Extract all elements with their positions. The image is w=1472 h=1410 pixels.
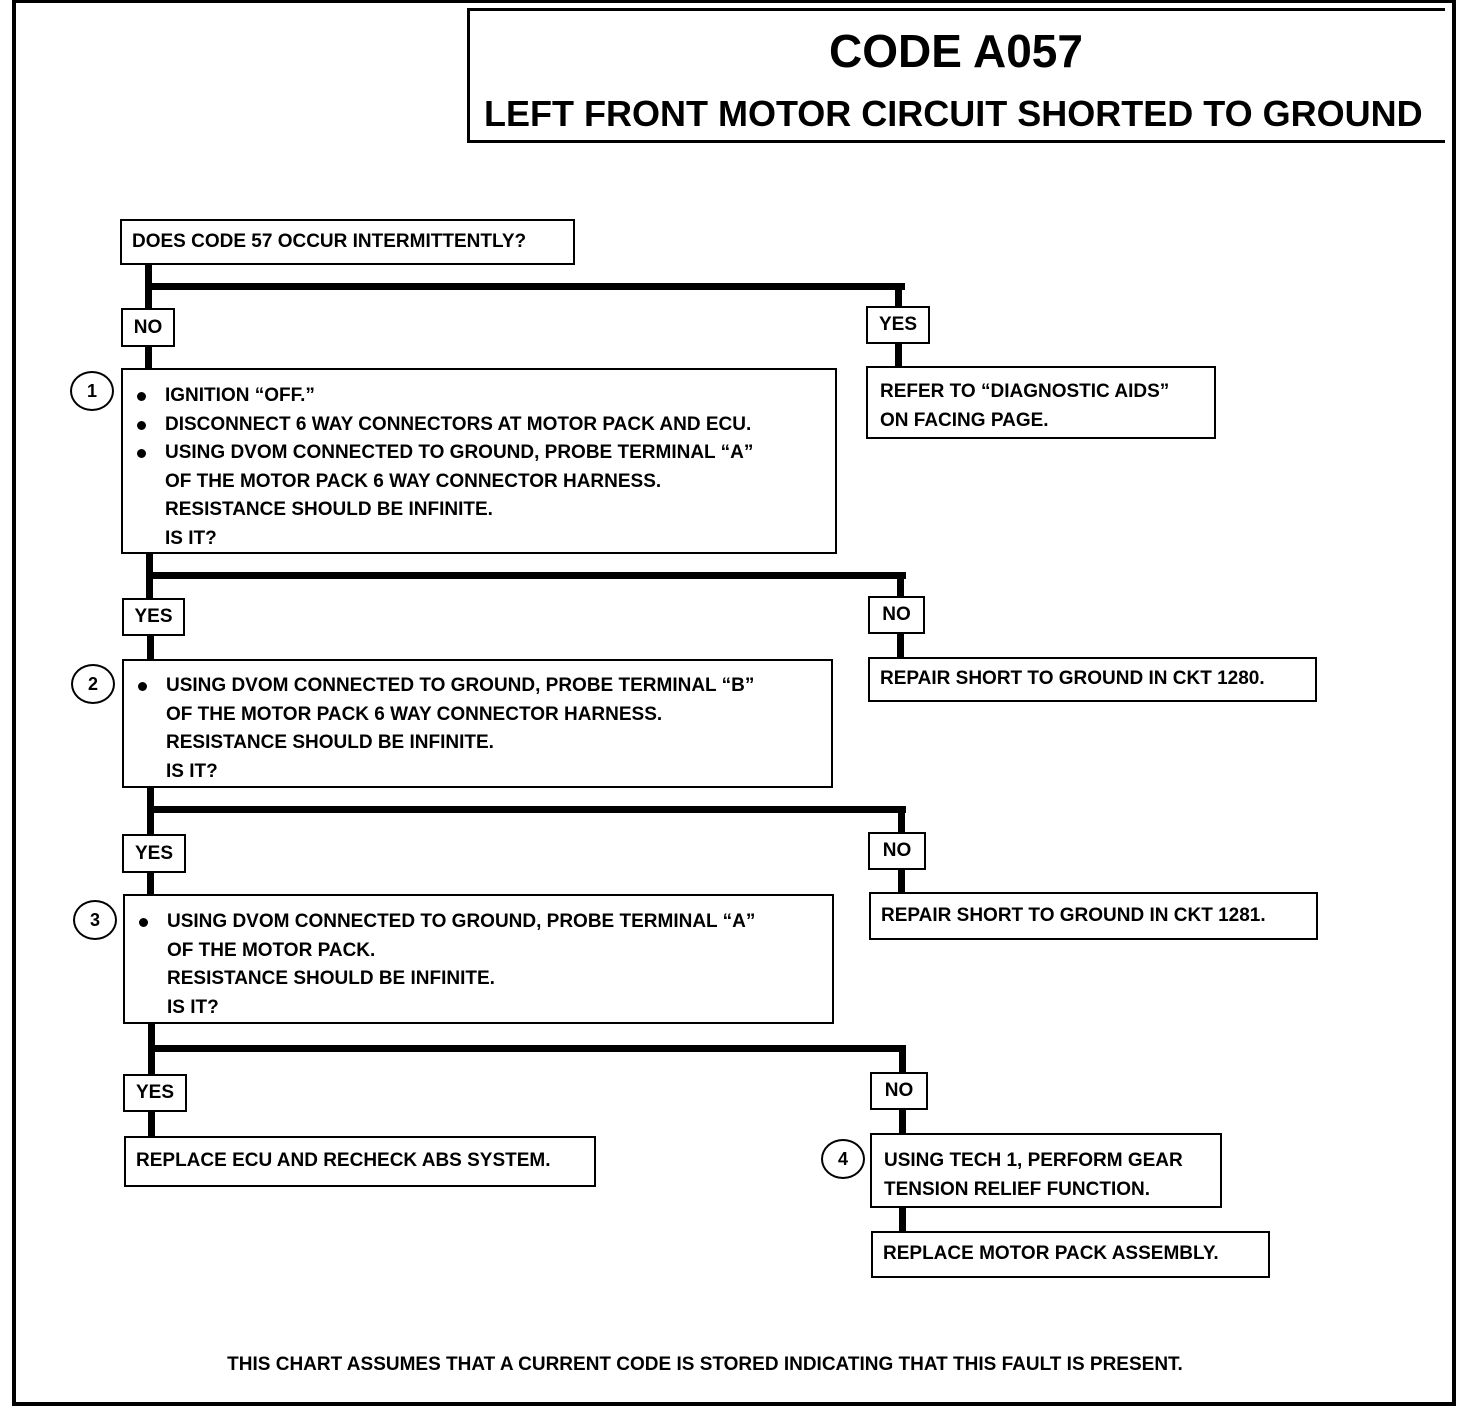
step3-box xyxy=(123,894,834,1024)
replace-motor-pack-text: REPLACE MOTOR PACK ASSEMBLY. xyxy=(883,1243,1219,1265)
start-question-box xyxy=(120,219,575,265)
diagnostic-aids-line: REFER TO “DIAGNOSTIC AIDS” xyxy=(880,381,1170,402)
replace-ecu-text: REPLACE ECU AND RECHECK ABS SYSTEM. xyxy=(136,1150,551,1172)
connector-line xyxy=(899,1045,906,1075)
step3-line: IS IT? xyxy=(167,996,219,1018)
diagnostic-aids-box xyxy=(866,366,1216,439)
step3-number-badge: 3 xyxy=(73,900,117,940)
connector-line xyxy=(895,342,902,368)
step1-bullet: DISCONNECT 6 WAY CONNECTORS AT MOTOR PACK AND ECU. xyxy=(123,411,835,440)
step1-box xyxy=(121,368,837,554)
step3-yes-label: YES xyxy=(123,1074,187,1112)
step1-bullet: USING DVOM CONNECTED TO GROUND, PROBE TERMINAL “A” xyxy=(123,439,835,468)
diagnostic-aids-line: ON FACING PAGE. xyxy=(880,409,1049,431)
step2-line: IS IT? xyxy=(166,760,218,782)
step3-line: RESISTANCE SHOULD BE INFINITE. xyxy=(167,968,495,989)
code-title: CODE A057 xyxy=(829,25,1083,77)
connector-line xyxy=(898,806,905,834)
step1-line: OF THE MOTOR PACK 6 WAY CONNECTOR HARNESS. xyxy=(165,470,662,492)
connector-line xyxy=(897,632,904,659)
step1-bullet: IGNITION “OFF.” xyxy=(123,382,835,411)
branch0-no-label: NO xyxy=(121,308,175,347)
repair-ckt1281-text: REPAIR SHORT TO GROUND IN CKT 1281. xyxy=(881,904,1266,926)
step1-line: IS IT? xyxy=(165,527,217,549)
connector-line xyxy=(146,572,906,579)
step4-line: TENSION RELIEF FUNCTION. xyxy=(884,1178,1150,1200)
replace-ecu-box xyxy=(124,1136,596,1187)
footer-note: THIS CHART ASSUMES THAT A CURRENT CODE IS STORED INDICATING THAT THIS FAULT IS PRESENT. xyxy=(227,1354,1183,1375)
connector-line xyxy=(895,283,902,308)
step4-number-badge: 4 xyxy=(821,1139,865,1179)
repair-ckt1280-text: REPAIR SHORT TO GROUND IN CKT 1280. xyxy=(880,668,1265,690)
step4-line: USING TECH 1, PERFORM GEAR xyxy=(884,1150,1183,1171)
connector-line xyxy=(145,283,905,290)
step4-box xyxy=(870,1133,1222,1208)
start-question-text: DOES CODE 57 OCCUR INTERMITTENTLY? xyxy=(132,230,527,252)
connector-line xyxy=(898,868,905,894)
step1-yes-label: YES xyxy=(122,598,185,636)
step2-line: RESISTANCE SHOULD BE INFINITE. xyxy=(166,732,494,753)
connector-line xyxy=(147,871,154,896)
step1-line: RESISTANCE SHOULD BE INFINITE. xyxy=(165,499,493,520)
step2-line: OF THE MOTOR PACK 6 WAY CONNECTOR HARNESS. xyxy=(166,703,663,725)
branch0-yes-label: YES xyxy=(866,306,930,344)
repair-ckt1281-box xyxy=(869,892,1318,940)
step1-number-badge: 1 xyxy=(70,371,114,411)
step2-box xyxy=(122,659,833,788)
step2-number-badge: 2 xyxy=(71,664,115,704)
connector-line xyxy=(147,806,906,813)
connector-line xyxy=(899,1108,906,1135)
connector-line xyxy=(148,1110,155,1138)
step2-yes-label: YES xyxy=(122,834,186,873)
code-subtitle: LEFT FRONT MOTOR CIRCUIT SHORTED TO GROUND xyxy=(484,93,1423,134)
connector-line xyxy=(148,1045,906,1052)
step3-line: OF THE MOTOR PACK. xyxy=(167,939,376,961)
connector-line xyxy=(899,1206,906,1233)
step2-bullet: USING DVOM CONNECTED TO GROUND, PROBE TERMINAL “B” xyxy=(124,672,831,701)
step3-bullet: USING DVOM CONNECTED TO GROUND, PROBE TERMINAL “A” xyxy=(125,908,832,937)
replace-motor-pack-box xyxy=(871,1231,1270,1278)
step2-no-label: NO xyxy=(868,832,926,870)
connector-line xyxy=(147,634,154,662)
step3-no-label: NO xyxy=(870,1072,928,1110)
repair-ckt1280-box xyxy=(868,657,1317,702)
step1-no-label: NO xyxy=(868,596,925,634)
